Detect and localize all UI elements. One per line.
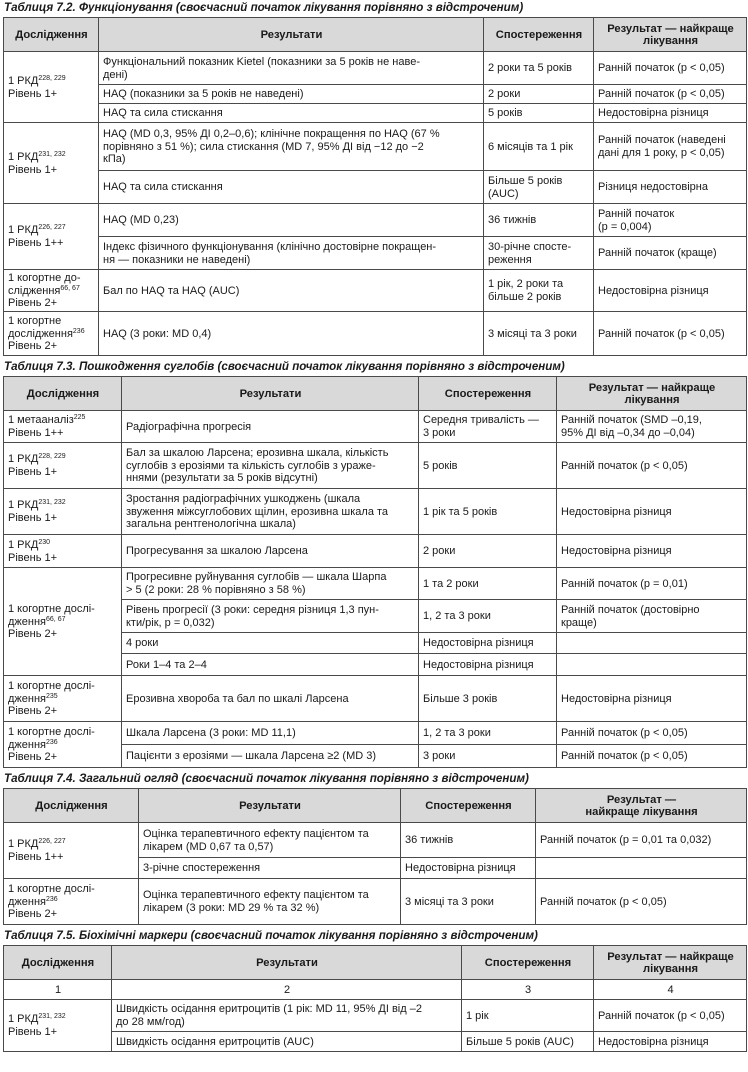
outcome-cell: Ранній початок (p < 0,05) [594,1000,747,1032]
col-header-results: Результати [112,946,462,980]
follow-up-cell: 1, 2 та 3 роки [419,722,557,745]
follow-up-cell: 1 рік та 5 років [419,489,557,535]
outcome-cell: Недостовірна різниця [557,676,747,722]
table-7-3 [3,376,747,768]
col-header-follow-up: Спостереження [484,18,594,52]
result-cell: 3-річне спостереження [139,858,401,879]
col-header-best-treatment: Результат — найкраще лікування [594,18,747,52]
outcome-cell: Недостовірна різниця [594,1032,747,1052]
follow-up-cell: 6 місяців та 1 рік [484,123,594,171]
result-cell: Оцінка терапевтичного ефекту пацієнтом та лікарем (3 роки: MD 29 % та 32 %) [139,879,401,925]
outcome-cell [557,654,747,676]
result-cell: Швидкість осідання еритроцитів (1 рік: MD 11, 95% ДІ від –2 до 28 мм/год) [112,1000,462,1032]
study-cell: 1 РКД$^{231, 232}$ Рівень 1+ [4,123,99,204]
outcome-cell: Ранній початок (p < 0,05) [594,85,747,104]
col-header-study: Дослідження [4,946,112,980]
reference-superscript: 66, 67 [46,615,66,623]
study-cell: 1 РКД$^{231, 232}$ Рівень 1+ [4,489,122,535]
reference-superscript: 236 [72,327,85,335]
follow-up-cell: 1 рік, 2 роки та більше 2 років [484,270,594,312]
column-number: 3 [462,980,594,1000]
result-cell: Функціональний показник Kietel (показники за 5 років не наве- дені) [99,52,484,85]
follow-up-cell: 3 місяці та 3 роки [401,879,536,925]
outcome-cell [536,858,747,879]
outcome-cell: Ранній початок (p < 0,05) [594,52,747,85]
follow-up-cell: 1 та 2 роки [419,568,557,600]
outcome-cell: Ранній початок (достовірно краще) [557,600,747,633]
follow-up-cell: 3 місяці та 3 роки [484,312,594,356]
reference-superscript: 66, 67 [60,284,80,292]
outcome-cell: Ранній початок (p < 0,05) [557,443,747,489]
column-number: 4 [594,980,747,1000]
reference-superscript: 231, 232 [38,499,66,507]
reference-superscript: 231, 232 [38,1013,66,1021]
study-cell: 1 метааналіз$^{225}$ Рівень 1++ [4,411,122,443]
col-header-follow-up: Спостереження [401,789,536,823]
follow-up-cell: Більше 3 років [419,676,557,722]
study-cell: 1 когортне дослі- дження$^{236}$ Рівень 2+ [4,722,122,768]
outcome-cell: Ранній початок (p < 0,05) [536,879,747,925]
follow-up-cell: Більше 5 років (AUC) [484,171,594,204]
follow-up-cell: 30-річне спосте- реження [484,237,594,270]
result-cell: Бал за шкалою Ларсена; ерозивна шкала, кількість суглобів з ерозіями та кількість суглобів з ураже- ннями (результати за 5 років відсутні) [122,443,419,489]
outcome-cell: Ранній початок (p < 0,05) [594,312,747,356]
follow-up-cell: 36 тижнів [401,823,536,858]
study-cell: 1 РКД$^{230}$ Рівень 1+ [4,535,122,568]
result-cell: HAQ та сила стискання [99,104,484,123]
result-cell: Індекс фізичного функціонування (клінічно достовірне покращен- ня — показники не наведені) [99,237,484,270]
outcome-cell: Різниця недостовірна [594,171,747,204]
study-cell: 1 РКД$^{231, 232}$ Рівень 1+ [4,1000,112,1052]
outcome-cell: Ранній початок (краще) [594,237,747,270]
col-header-study: Дослідження [4,18,99,52]
follow-up-cell: 5 років [419,443,557,489]
result-cell: Пацієнти з ерозіями — шкала Ларсена ≥2 (MD 3) [122,745,419,768]
follow-up-cell: 2 роки [484,85,594,104]
col-header-study: Дослідження [4,377,122,411]
table-7-5 [3,945,747,1052]
outcome-cell: Ранній початок (p = 0,01) [557,568,747,600]
study-cell: 1 РКД$^{228, 229}$ Рівень 1+ [4,52,99,123]
follow-up-cell: 2 роки та 5 років [484,52,594,85]
result-cell: Роки 1–4 та 2–4 [122,654,419,676]
result-cell: HAQ (MD 0,23) [99,204,484,237]
follow-up-cell: Недостовірна різниця [419,654,557,676]
result-cell: Оцінка терапевтичного ефекту пацієнтом та лікарем (MD 0,67 та 0,57) [139,823,401,858]
reference-superscript: 235 [46,692,58,700]
study-cell: 1 РКД$^{226, 227}$ Рівень 1++ [4,204,99,270]
reference-superscript: 236 [46,738,58,746]
col-header-follow-up: Спостереження [419,377,557,411]
col-header-follow-up: Спостереження [462,946,594,980]
reference-superscript: 226, 227 [38,224,66,232]
outcome-cell: Ранній початок (p < 0,05) [557,722,747,745]
result-cell: Зростання радіографічних ушкоджень (шкала звуження міжсуглобових щілин, ерозивна шкала та загальна рентгенологічна шкала) [122,489,419,535]
result-cell: Рівень прогресії (3 роки: середня різниця 1,3 пун- кти/рік, p = 0,032) [122,600,419,633]
col-header-best-treatment: Результат — найкраще лікування [536,789,747,823]
table-7-2 [3,17,747,356]
study-cell: 1 РКД$^{226, 227}$ Рівень 1++ [4,823,139,879]
study-cell: 1 когортне дослідження$^{236}$ Рівень 2+ [4,312,99,356]
outcome-cell: Ранній початок (p < 0,05) [557,745,747,768]
col-header-best-treatment: Результат — найкраще лікування [557,377,747,411]
result-cell: Прогресивне руйнування суглобів — шкала Шарпа > 5 (2 роки: 28 % порівняно з 58 %) [122,568,419,600]
follow-up-cell: Недостовірна різниця [419,633,557,654]
follow-up-cell: 36 тижнів [484,204,594,237]
follow-up-cell: Більше 5 років (AUC) [462,1032,594,1052]
study-cell: 1 когортне дослі- дження$^{66, 67}$ Рівень 2+ [4,568,122,676]
outcome-cell [557,633,747,654]
result-cell: Радіографічна прогресія [122,411,419,443]
column-number: 2 [112,980,462,1000]
follow-up-cell: 3 роки [419,745,557,768]
outcome-cell: Ранній початок (p = 0,004) [594,204,747,237]
outcome-cell: Недостовірна різниця [594,104,747,123]
table-7-2-caption: Таблиця 7.2. Функціонування (своєчасний початок лікування порівняно з відстроченим) [4,1,524,14]
reference-superscript: 231, 232 [38,150,66,158]
outcome-cell: Недостовірна різниця [594,270,747,312]
study-cell: 1 когортне до- слідження$^{66, 67}$ Рівень 2+ [4,270,99,312]
outcome-cell: Ранній початок (p = 0,01 та 0,032) [536,823,747,858]
outcome-cell: Ранній початок (наведені дані для 1 року, p < 0,05) [594,123,747,171]
follow-up-cell: 1, 2 та 3 роки [419,600,557,633]
result-cell: Ерозивна хвороба та бал по шкалі Ларсена [122,676,419,722]
result-cell: HAQ (3 роки: MD 0,4) [99,312,484,356]
col-header-best-treatment: Результат — найкраще лікування [594,946,747,980]
study-cell: 1 РКД$^{228, 229}$ Рівень 1+ [4,443,122,489]
reference-superscript: 226, 227 [38,838,66,846]
column-number: 1 [4,980,112,1000]
table-7-3-caption: Таблиця 7.3. Пошкодження суглобів (своєчасний початок лікування порівняно з відстроченим) [4,360,565,373]
table-7-4 [3,788,747,925]
result-cell: HAQ (MD 0,3, 95% ДІ 0,2–0,6); клінічне покращення по HAQ (67 % порівняно з 51 %); сила стискання (MD 7, 95% ДІ від −12 до −2 кПа) [99,123,484,171]
follow-up-cell: 5 років [484,104,594,123]
col-header-results: Результати [139,789,401,823]
follow-up-cell: Недостовірна різниця [401,858,536,879]
reference-superscript: 236 [46,895,58,903]
reference-superscript: 228, 229 [38,74,66,82]
col-header-results: Результати [99,18,484,52]
outcome-cell: Недостовірна різниця [557,535,747,568]
follow-up-cell: 1 рік [462,1000,594,1032]
table-7-5-caption: Таблиця 7.5. Біохімічні маркери (своєчасний початок лікування порівняно з відстроченим) [4,929,538,942]
result-cell: HAQ та сила стискання [99,171,484,204]
col-header-results: Результати [122,377,419,411]
reference-superscript: 230 [38,538,51,546]
table-7-4-caption: Таблиця 7.4. Загальний огляд (своєчасний початок лікування порівняно з відстроченим) [4,772,529,785]
outcome-cell: Недостовірна різниця [557,489,747,535]
col-header-study: Дослідження [4,789,139,823]
reference-superscript: 228, 229 [38,453,66,461]
follow-up-cell: 2 роки [419,535,557,568]
follow-up-cell: Середня тривалість — 3 роки [419,411,557,443]
result-cell: Швидкість осідання еритроцитів (AUC) [112,1032,462,1052]
result-cell: Прогресування за шкалою Ларсена [122,535,419,568]
study-cell: 1 когортне дослі- дження$^{235}$ Рівень 2+ [4,676,122,722]
reference-superscript: 225 [73,414,86,422]
study-cell: 1 когортне дослі- дження$^{236}$ Рівень 2+ [4,879,139,925]
result-cell: Бал по HAQ та HAQ (AUC) [99,270,484,312]
result-cell: Шкала Ларсена (3 роки: MD 11,1) [122,722,419,745]
result-cell: 4 роки [122,633,419,654]
outcome-cell: Ранній початок (SMD –0,19, 95% ДІ від –0,34 до –0,04) [557,411,747,443]
result-cell: HAQ (показники за 5 років не наведені) [99,85,484,104]
